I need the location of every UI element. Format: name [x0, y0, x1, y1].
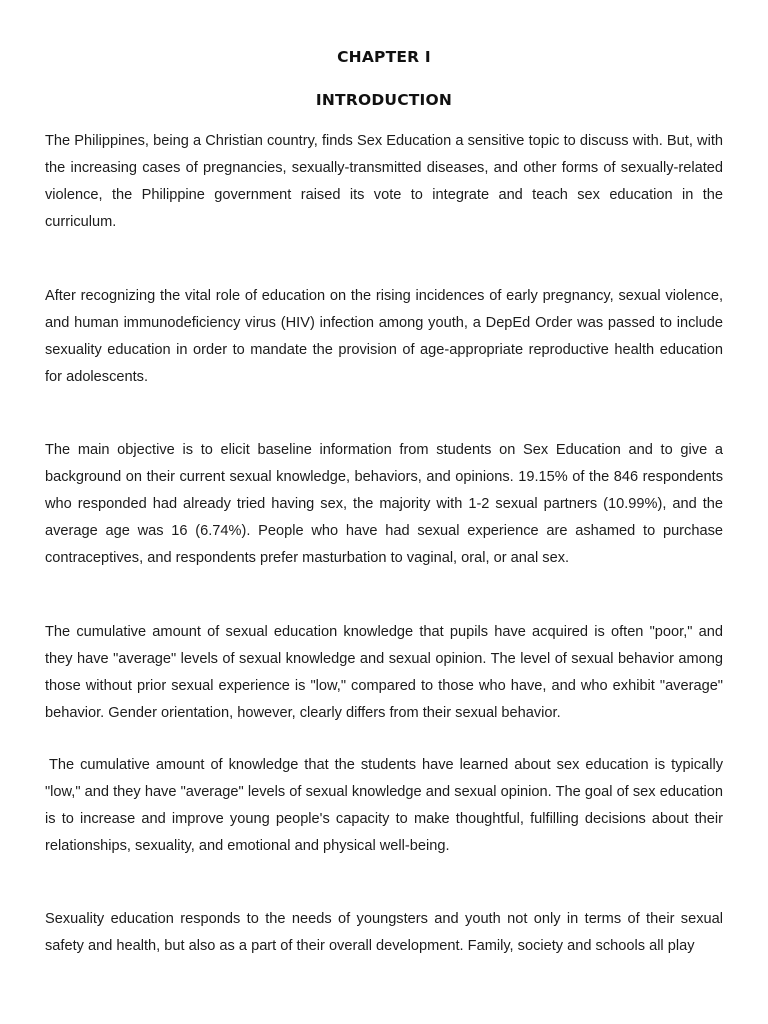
- paragraph-2: After recognizing the vital role of education on the rising incidences of early pregnancy, sexual violence, and human immunodeficiency virus (HIV) infection among youth, a DepEd Order was passed to include sexuality education in order to mandate the provision of age-appropriate reproductive health education for adolescents.: [45, 288, 723, 385]
- chapter-heading: CHAPTER I: [337, 48, 431, 66]
- paragraph-5: The cumulative amount of knowledge that the students have learned about sex education is typically "low," and they have "average" levels of sexual knowledge and sexual opinion. The goal of sex education is to increase and improve young people's capacity to make thoughtful, fulfilling decisions about their relationships, sexuality, and emotional and physical well-being.: [45, 757, 723, 854]
- paragraph-1: The Philippines, being a Christian country, finds Sex Education a sensitive topic to discuss with. But, with the increasing cases of pregnancies, sexually-transmitted diseases, and other forms of sexually-related violence, the Philippine government raised its vote to integrate and teach sex education in the curriculum.: [45, 133, 723, 230]
- section-title: INTRODUCTION: [315, 91, 453, 109]
- paragraph-6: Sexuality education responds to the needs of youngsters and youth not only in terms of their sexual safety and health, but also as a part of their overall development. Family, society and schools all play: [45, 911, 723, 954]
- paragraph-3: The main objective is to elicit baseline information from students on Sex Education and to give a background on their current sexual knowledge, behaviors, and opinions. 19.15% of the 846 respondents who responded had already tried having sex, the majority with 1-2 sexual partners (10.99%), and the average age was 16 (6.74%). People who have had sexual experience are ashamed to purchase contraceptives, and respondents prefer masturbation to vaginal, oral, or anal sex.: [45, 442, 723, 566]
- paragraph-4: The cumulative amount of sexual education knowledge that pupils have acquired is often "poor," and they have "average" levels of sexual knowledge and sexual opinion. The level of sexual behavior among those without prior sexual experience is "low," compared to those who have, and who exhibit "average" behavior. Gender orientation, however, clearly differs from their sexual behavior.: [45, 624, 723, 721]
